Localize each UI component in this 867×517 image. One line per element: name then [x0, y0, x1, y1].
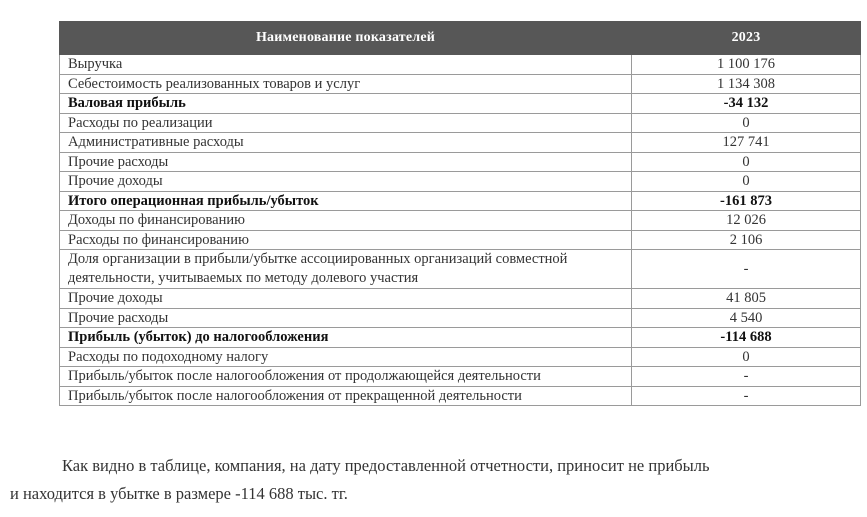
financial-results-table-container: [59, 21, 860, 406]
row-label: Себестоимость реализованных товаров и услуг: [60, 74, 632, 94]
table-row: [60, 308, 861, 328]
conclusion-line-1: Как видно в таблице, компания, на дату предоставленной отчетности, приносит не прибыль: [62, 456, 710, 475]
table-row: [60, 347, 861, 367]
row-label: Прочие расходы: [60, 308, 632, 328]
row-label: Расходы по подоходному налогу: [60, 347, 632, 367]
table-row: [60, 250, 861, 289]
row-value: 4 540: [632, 308, 861, 328]
row-label: Расходы по реализации: [60, 113, 632, 133]
row-label: Прибыль/убыток после налогообложения от прекращенной деятельности: [60, 386, 632, 406]
row-value: 1 134 308: [632, 74, 861, 94]
row-value: -34 132: [632, 94, 861, 114]
table-row: [60, 113, 861, 133]
conclusion-line-2: и находится в убытке в размере -114 688 тыс. тг.: [10, 484, 348, 503]
row-value: 2 106: [632, 230, 861, 250]
table-row: [60, 211, 861, 231]
row-label: Расходы по финансированию: [60, 230, 632, 250]
table-row: [60, 152, 861, 172]
table-row: [60, 230, 861, 250]
row-label: Прочие расходы: [60, 152, 632, 172]
row-value: -: [632, 386, 861, 406]
row-label: Прочие доходы: [60, 289, 632, 309]
row-value: 1 100 176: [632, 55, 861, 75]
conclusion-paragraph: [10, 452, 860, 508]
row-value: -114 688: [632, 328, 861, 348]
row-label: Валовая прибыль: [60, 94, 632, 114]
row-value: 0: [632, 347, 861, 367]
row-label: Итого операционная прибыль/убыток: [60, 191, 632, 211]
table-row-total: [60, 94, 861, 114]
table-header-row: [60, 22, 861, 55]
table-row: [60, 289, 861, 309]
row-label: Доходы по финансированию: [60, 211, 632, 231]
row-value: -: [632, 250, 861, 289]
row-value: 0: [632, 152, 861, 172]
row-label: Прибыль (убыток) до налогообложения: [60, 328, 632, 348]
row-value: 0: [632, 113, 861, 133]
header-indicator-name: Наименование показателей: [60, 22, 632, 55]
row-label: Доля организации в прибыли/убытке ассоциированных организаций совместной деятельности, учитываемых по методу долевого участия: [60, 250, 632, 289]
table-row-total: [60, 191, 861, 211]
table-row: [60, 74, 861, 94]
table-row: [60, 55, 861, 75]
table-row: [60, 386, 861, 406]
header-year: 2023: [632, 22, 861, 55]
row-value: 0: [632, 172, 861, 192]
row-value: 41 805: [632, 289, 861, 309]
row-value: 127 741: [632, 133, 861, 153]
row-value: 12 026: [632, 211, 861, 231]
table-row-total: [60, 328, 861, 348]
financial-results-table: [59, 21, 861, 406]
table-row: [60, 172, 861, 192]
row-label: Выручка: [60, 55, 632, 75]
table-row: [60, 133, 861, 153]
table-row: [60, 367, 861, 387]
row-value: -161 873: [632, 191, 861, 211]
row-label: Прибыль/убыток после налогообложения от продолжающейся деятельности: [60, 367, 632, 387]
row-label: Административные расходы: [60, 133, 632, 153]
row-label: Прочие доходы: [60, 172, 632, 192]
row-value: -: [632, 367, 861, 387]
